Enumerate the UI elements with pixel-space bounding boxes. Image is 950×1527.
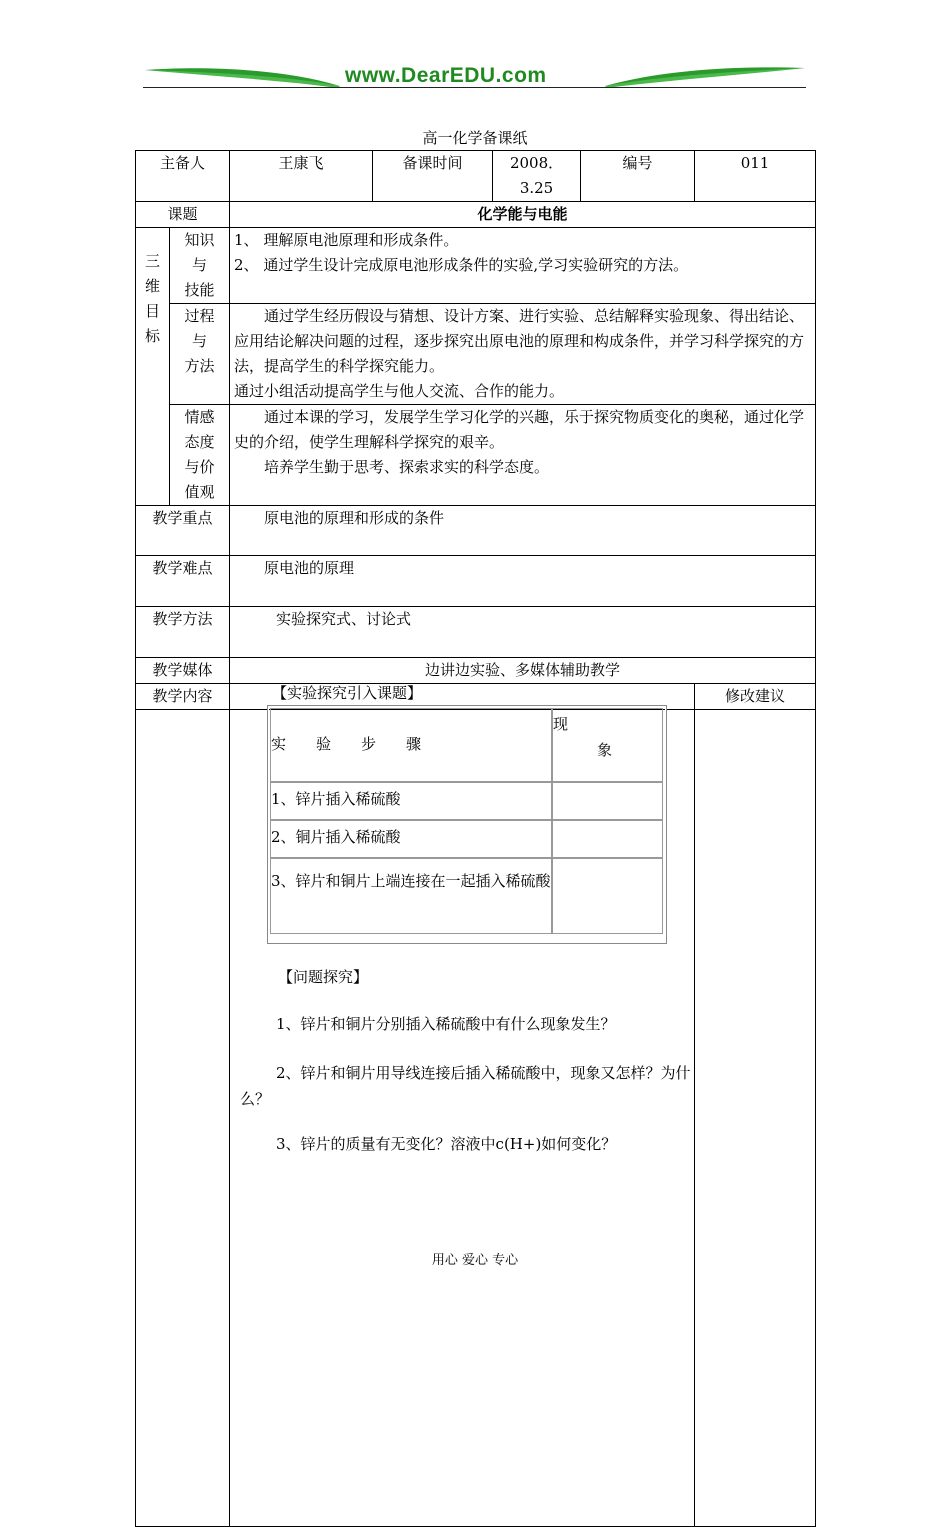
knowledge-label-line: 知识 (184, 231, 215, 249)
goal-knowledge-row (136, 228, 816, 304)
experiment-row (270, 858, 663, 934)
experiment-row (270, 820, 663, 858)
goals-label-char: 三 (144, 252, 160, 270)
experiment-row (270, 782, 663, 820)
number-value: 011 (695, 151, 816, 202)
question-3: 3、锌片的质量有无变化？溶液中c(H+)如何变化？ (276, 1135, 617, 1153)
difficulty-value: 原电池的原理 (230, 556, 816, 607)
method-label: 教学方法 (136, 607, 230, 658)
goals-label-char: 标 (144, 327, 160, 345)
goal-emotion-row (136, 405, 816, 506)
media-label: 教学媒体 (136, 658, 230, 684)
experiment-result-1 (552, 782, 663, 820)
process-label-line: 方法 (184, 357, 215, 375)
key-point-label: 教学重点 (136, 506, 230, 556)
topic-title: 化学能与电能 (230, 202, 816, 228)
section-question-heading: 【问题探究】 (278, 968, 369, 986)
preparer-value: 王康飞 (230, 151, 373, 202)
experiment-table-header (270, 708, 663, 782)
time-label: 备课时间 (373, 151, 493, 202)
knowledge-line-1: 1、 理解原电池原理和形成条件。 (234, 231, 459, 249)
emotion-label (170, 405, 230, 506)
goals-label-char: 维 (144, 277, 160, 295)
knowledge-content (230, 228, 816, 304)
media-row (136, 658, 816, 684)
process-paragraph-2: 通过小组活动提高学生与他人交流、合作的能力。 (234, 382, 565, 400)
difficulty-row (136, 556, 816, 607)
knowledge-label-line: 与 (192, 256, 208, 274)
experiment-step-1: 1、锌片插入稀硫酸 (270, 782, 552, 820)
step-header: 实 验 步 骤 (270, 708, 552, 782)
number-label: 编号 (581, 151, 695, 202)
experiment-result-3 (552, 858, 663, 934)
process-label (170, 304, 230, 405)
preparer-label: 主备人 (136, 151, 230, 202)
media-value: 边讲边实验、多媒体辅助教学 (230, 658, 816, 684)
content-left-blank (136, 710, 230, 1527)
emotion-label-line: 值观 (184, 483, 215, 501)
process-label-line: 与 (192, 332, 208, 350)
time-value: 2008． 3.25 (493, 151, 581, 202)
result-header (552, 708, 663, 782)
topic-label: 课题 (136, 202, 230, 228)
knowledge-label-line: 技能 (184, 281, 215, 299)
emotion-paragraph-2: 培养学生勤于思考、探索求实的科学态度。 (264, 458, 550, 476)
emotion-label-line: 态度 (184, 433, 215, 451)
difficulty-label: 教学难点 (136, 556, 230, 607)
emotion-label-line: 情感 (184, 408, 215, 426)
experiment-result-2 (552, 820, 663, 858)
section-experiment-heading: 【实验探究引入课题】 (272, 684, 423, 702)
header-divider (143, 87, 806, 88)
emotion-paragraph-1: 通过本课的学习，发展学生学习化学的兴趣，乐于探究物质变化的奥秘，通过化学史的介绍，使学生理解科学探究的艰辛。 (234, 408, 805, 451)
process-paragraph-1: 通过学生经历假设与猜想、设计方案、进行实验、总结解释实验现象、得出结论、应用结论解决问题的过程，逐步探究出原电池的原理和构成条件，并学习科学探究的方法，提高学生的科学探究能力。 (234, 307, 805, 375)
question-2: 2、锌片和铜片用导线连接后插入稀硫酸中，现象又怎样？为什么？ (240, 1064, 691, 1108)
process-content (230, 304, 816, 405)
content-label: 教学内容 (136, 684, 230, 710)
experiment-step-2: 2、铜片插入稀硫酸 (270, 820, 552, 858)
knowledge-line-2: 2、 通过学生设计完成原电池形成条件的实验,学习实验研究的方法。 (234, 256, 689, 274)
meta-row (136, 151, 816, 202)
method-row (136, 607, 816, 658)
goals-group-label (136, 228, 170, 506)
process-label-line: 过程 (184, 307, 215, 325)
key-point-value: 原电池的原理和形成的条件 (230, 506, 816, 556)
page-footer: 用心 爱心 专心 (431, 1253, 519, 1268)
experiment-step-3: 3、锌片和铜片上端连接在一起插入稀硫酸 (270, 858, 552, 934)
emotion-label-line: 与价 (184, 458, 215, 476)
suggest-label: 修改建议 (695, 684, 816, 710)
topic-row (136, 202, 816, 228)
question-1: 1、锌片和铜片分别插入稀硫酸中有什么现象发生？ (276, 1015, 616, 1033)
goal-process-row (136, 304, 816, 405)
result-header-char-2: 象 (597, 741, 613, 759)
goals-label-char: 目 (144, 302, 160, 320)
site-logo-text[interactable]: www.DearEDU.com (345, 64, 547, 87)
experiment-table (270, 708, 663, 934)
method-value: 实验探究式、讨论式 (230, 607, 816, 658)
emotion-content (230, 405, 816, 506)
key-point-row (136, 506, 816, 556)
document-title: 高一化学备课纸 (422, 129, 528, 147)
suggest-body (695, 710, 816, 1527)
result-header-char-1: 现 (553, 715, 569, 733)
knowledge-label (170, 228, 230, 304)
